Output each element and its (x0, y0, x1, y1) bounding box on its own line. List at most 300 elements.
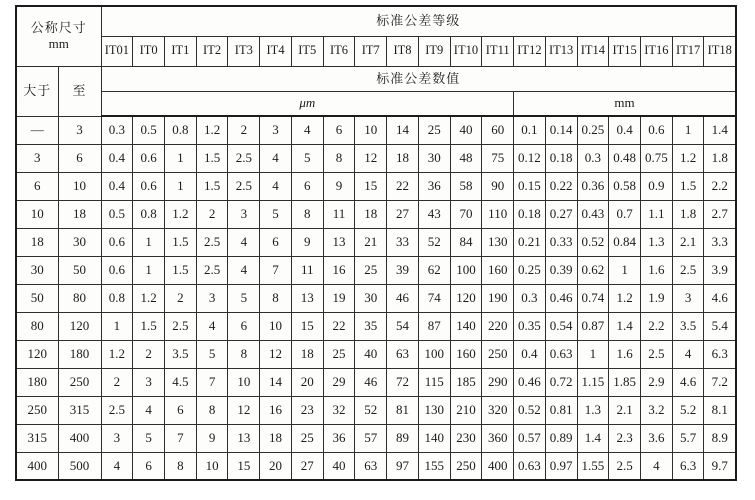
tolerance-value-cell: 46 (355, 368, 387, 396)
tolerance-value-cell: 14 (260, 368, 292, 396)
tolerance-value-cell: 2 (164, 284, 196, 312)
over-cell: 6 (16, 172, 58, 200)
tolerance-value-cell: 3 (260, 116, 292, 144)
grade-column-header-it12: IT12 (514, 36, 546, 66)
grade-column-header-it15: IT15 (609, 36, 641, 66)
upto-cell: 180 (58, 340, 101, 368)
tolerance-value-cell: 4 (672, 340, 704, 368)
upto-cell: 400 (58, 424, 101, 452)
tolerance-value-cell: 1 (133, 228, 165, 256)
tolerance-value-cell: 0.63 (514, 452, 546, 480)
tolerance-value-cell: 62 (418, 256, 450, 284)
tolerance-value-cell: 5 (133, 424, 165, 452)
tolerance-value-cell: 2.5 (196, 256, 228, 284)
tolerance-value-cell: 4 (228, 228, 260, 256)
tolerance-value-cell: 2.7 (704, 200, 736, 228)
tolerance-value-cell: 12 (260, 340, 292, 368)
tolerance-value-cell: 3.5 (164, 340, 196, 368)
table-body (16, 116, 736, 480)
grade-column-header-it01: IT01 (101, 36, 133, 66)
tolerance-value-cell: 7 (164, 424, 196, 452)
tolerance-value-cell: 130 (418, 396, 450, 424)
table-row (16, 452, 736, 480)
tolerance-value-cell: 250 (450, 452, 482, 480)
tolerance-value-cell: 2.1 (672, 228, 704, 256)
tolerance-value-cell: 160 (482, 256, 514, 284)
tolerance-value-cell: 1.6 (609, 340, 641, 368)
table-row (16, 284, 736, 312)
tolerance-value-cell: 1.8 (704, 144, 736, 172)
header-row-titles (16, 6, 736, 36)
tolerance-value-cell: 0.5 (101, 200, 133, 228)
tolerance-value-cell: 36 (323, 424, 355, 452)
upto-cell: 50 (58, 256, 101, 284)
tolerance-value-cell: 18 (260, 424, 292, 452)
table-row (16, 144, 736, 172)
tolerance-value-cell: 100 (418, 340, 450, 368)
tolerance-value-cell: 32 (323, 396, 355, 424)
grade-column-header-it3: IT3 (228, 36, 260, 66)
table-row (16, 312, 736, 340)
tolerance-value-cell: 2.5 (609, 452, 641, 480)
tolerance-value-cell: 16 (260, 396, 292, 424)
over-cell: 80 (16, 312, 58, 340)
tolerance-value-cell: 20 (291, 368, 323, 396)
tolerance-value-cell: 12 (355, 144, 387, 172)
tolerance-value-cell: 75 (482, 144, 514, 172)
tolerance-value-cell: 0.35 (514, 312, 546, 340)
tolerance-value-cell: 0.8 (164, 116, 196, 144)
grade-column-header-it13: IT13 (545, 36, 577, 66)
tolerance-value-cell: 4 (641, 452, 673, 480)
tolerance-value-cell: 9 (323, 172, 355, 200)
grade-column-header-it11: IT11 (482, 36, 514, 66)
tolerance-value-cell: 120 (450, 284, 482, 312)
tolerance-value-cell: 1 (672, 116, 704, 144)
nominal-size-unit: mm (48, 36, 69, 52)
tolerance-value-cell: 1.3 (641, 228, 673, 256)
over-cell: 10 (16, 200, 58, 228)
over-cell: 400 (16, 452, 58, 480)
grade-column-header-it17: IT17 (672, 36, 704, 66)
tolerance-value-cell: 0.7 (609, 200, 641, 228)
over-cell: 315 (16, 424, 58, 452)
tolerance-value-cell: 230 (450, 424, 482, 452)
over-cell: 18 (16, 228, 58, 256)
tolerance-value-cell: 1 (609, 256, 641, 284)
tolerance-value-cell: 5.4 (704, 312, 736, 340)
tolerance-value-cell: 1.2 (672, 144, 704, 172)
tolerance-value-cell: 5.2 (672, 396, 704, 424)
tolerance-value-cell: 0.54 (545, 312, 577, 340)
tolerance-value-cell: 0.25 (577, 116, 609, 144)
tolerance-value-cell: 9.7 (704, 452, 736, 480)
tolerance-value-cell: 0.72 (545, 368, 577, 396)
tolerance-value-cell: 0.14 (545, 116, 577, 144)
tolerance-value-cell: 39 (387, 256, 419, 284)
tolerance-value-cell: 57 (355, 424, 387, 452)
tolerance-value-cell: 1.2 (133, 284, 165, 312)
tolerance-value-cell: 0.87 (577, 312, 609, 340)
tolerance-value-cell: 0.75 (641, 144, 673, 172)
tolerance-value-cell: 9 (196, 424, 228, 452)
tolerance-value-cell: 0.21 (514, 228, 546, 256)
tolerance-value-cell: 1.5 (164, 228, 196, 256)
tolerance-value-cell: 27 (291, 452, 323, 480)
tolerance-value-cell: 63 (387, 340, 419, 368)
tolerance-value-cell: 6 (260, 228, 292, 256)
over-cell: 50 (16, 284, 58, 312)
tolerance-value-cell: 140 (418, 424, 450, 452)
grade-column-header-it16: IT16 (641, 36, 673, 66)
upto-cell: 3 (58, 116, 101, 144)
tolerance-value-cell: 8.1 (704, 396, 736, 424)
tolerance-value-cell: 0.4 (101, 144, 133, 172)
tolerance-value-cell: 6 (291, 172, 323, 200)
tolerance-value-cell: 0.22 (545, 172, 577, 200)
tolerance-value-cell: 21 (355, 228, 387, 256)
tolerance-value-cell: 5 (196, 340, 228, 368)
over-cell: 30 (16, 256, 58, 284)
tolerance-value-cell: 5 (228, 284, 260, 312)
tolerance-value-cell: 1.5 (672, 172, 704, 200)
tolerance-value-cell: 2.1 (609, 396, 641, 424)
tolerance-value-cell: 6 (164, 396, 196, 424)
tolerance-value-cell: 1 (164, 144, 196, 172)
tolerance-value-cell: 40 (323, 452, 355, 480)
tolerance-value-cell: 6.3 (672, 452, 704, 480)
tolerance-value-cell: 0.81 (545, 396, 577, 424)
tolerance-value-cell: 30 (418, 144, 450, 172)
tolerance-value-cell: 14 (387, 116, 419, 144)
tolerance-value-cell: 0.46 (545, 284, 577, 312)
tolerance-value-cell: 48 (450, 144, 482, 172)
tolerance-value-cell: 10 (196, 452, 228, 480)
upto-cell: 10 (58, 172, 101, 200)
tolerance-value-cell: 30 (355, 284, 387, 312)
tolerance-value-cell: 4.6 (672, 368, 704, 396)
tolerance-value-cell: 0.15 (514, 172, 546, 200)
tolerance-value-cell: 0.6 (641, 116, 673, 144)
tolerance-value-cell: 190 (482, 284, 514, 312)
tolerance-value-cell: 5 (260, 200, 292, 228)
tolerance-value-cell: 110 (482, 200, 514, 228)
tolerance-value-cell: 155 (418, 452, 450, 480)
over-cell: — (16, 116, 58, 144)
tolerance-value-cell: 0.89 (545, 424, 577, 452)
tolerance-value-cell: 0.3 (577, 144, 609, 172)
tolerance-value-cell: 1.4 (577, 424, 609, 452)
tolerance-value-cell: 1 (164, 172, 196, 200)
tolerance-value-cell: 2.5 (672, 256, 704, 284)
unit-header-row (16, 91, 736, 116)
tolerance-value-cell: 25 (323, 340, 355, 368)
tolerance-value-cell: 1.55 (577, 452, 609, 480)
tolerance-value-cell: 19 (323, 284, 355, 312)
tolerance-value-cell: 4 (291, 116, 323, 144)
grade-column-header-it6: IT6 (323, 36, 355, 66)
tolerance-value-cell: 320 (482, 396, 514, 424)
tolerance-value-cell: 4 (133, 396, 165, 424)
tolerance-value-cell: 9 (291, 228, 323, 256)
tolerance-value-cell: 12 (228, 396, 260, 424)
tolerance-value-cell: 74 (418, 284, 450, 312)
tolerance-value-cell: 72 (387, 368, 419, 396)
tolerance-value-cell: 40 (355, 340, 387, 368)
tolerance-value-cell: 97 (387, 452, 419, 480)
nominal-size-title: 公称尺寸 (30, 20, 87, 35)
tolerance-value-cell: 4 (228, 256, 260, 284)
tolerance-value-cell: 89 (387, 424, 419, 452)
tolerance-value-cell: 3 (228, 200, 260, 228)
tolerance-value-cell: 18 (355, 200, 387, 228)
tolerance-value-cell: 1.1 (641, 200, 673, 228)
tolerance-value-cell: 250 (482, 340, 514, 368)
tolerance-value-cell: 2.5 (164, 312, 196, 340)
tolerance-value-cell: 1.3 (577, 396, 609, 424)
upto-column-label: 至 (58, 66, 101, 116)
grade-column-header-it18: IT18 (704, 36, 736, 66)
tolerance-value-cell: 90 (482, 172, 514, 200)
tolerance-value-cell: 115 (418, 368, 450, 396)
tolerance-value-cell: 220 (482, 312, 514, 340)
tolerance-value-cell: 0.6 (133, 144, 165, 172)
tolerance-value-cell: 3 (672, 284, 704, 312)
tolerance-value-cell: 0.62 (577, 256, 609, 284)
tolerance-value-cell: 13 (323, 228, 355, 256)
tolerance-value-cell: 3 (196, 284, 228, 312)
tolerance-value-cell: 6 (323, 116, 355, 144)
tolerance-value-cell: 0.8 (133, 200, 165, 228)
tolerance-value-cell: 3.2 (641, 396, 673, 424)
table-row (16, 340, 736, 368)
tolerance-value-cell: 25 (291, 424, 323, 452)
tolerance-value-cell: 1 (577, 340, 609, 368)
tolerance-value-cell: 0.6 (101, 256, 133, 284)
tolerance-value-cell: 2 (196, 200, 228, 228)
tolerance-value-cell: 11 (291, 256, 323, 284)
tolerance-value-cell: 1.85 (609, 368, 641, 396)
tolerance-value-cell: 1.5 (164, 256, 196, 284)
tolerance-value-cell: 33 (387, 228, 419, 256)
tolerance-value-cell: 20 (260, 452, 292, 480)
tolerance-value-cell: 10 (260, 312, 292, 340)
tolerance-value-cell: 16 (323, 256, 355, 284)
tolerance-value-cell: 0.9 (641, 172, 673, 200)
grades-title: 标准公差等级 (101, 6, 736, 36)
tolerance-value-cell: 2 (101, 368, 133, 396)
tolerance-value-cell: 6.3 (704, 340, 736, 368)
tolerance-value-cell: 1.9 (641, 284, 673, 312)
tolerance-value-cell: 1 (101, 312, 133, 340)
tolerance-value-cell: 0.84 (609, 228, 641, 256)
tolerance-value-cell: 1.6 (641, 256, 673, 284)
tolerance-value-cell: 0.58 (609, 172, 641, 200)
tolerance-value-cell: 1 (133, 256, 165, 284)
tolerance-value-cell: 4 (101, 452, 133, 480)
tolerance-value-cell: 0.52 (514, 396, 546, 424)
tolerance-value-cell: 15 (355, 172, 387, 200)
millimeter-unit-label: mm (514, 91, 736, 116)
tolerance-value-cell: 87 (418, 312, 450, 340)
tolerance-value-cell: 2.5 (196, 228, 228, 256)
tolerance-value-cell: 25 (355, 256, 387, 284)
tolerance-value-cell: 70 (450, 200, 482, 228)
tolerance-value-cell: 29 (323, 368, 355, 396)
tolerance-value-cell: 13 (228, 424, 260, 452)
tolerance-value-cell: 8 (291, 200, 323, 228)
tolerance-value-cell: 52 (418, 228, 450, 256)
tolerance-value-cell: 2.2 (641, 312, 673, 340)
tolerance-value-cell: 0.3 (101, 116, 133, 144)
over-cell: 180 (16, 368, 58, 396)
tolerance-value-cell: 5.7 (672, 424, 704, 452)
tolerance-value-cell: 160 (450, 340, 482, 368)
upto-cell: 500 (58, 452, 101, 480)
tolerance-value-cell: 11 (323, 200, 355, 228)
tolerance-value-cell: 0.74 (577, 284, 609, 312)
grade-column-header-it14: IT14 (577, 36, 609, 66)
tolerance-value-cell: 2 (133, 340, 165, 368)
tolerance-value-cell: 0.1 (514, 116, 546, 144)
grade-column-header-it5: IT5 (291, 36, 323, 66)
tolerance-value-cell: 10 (228, 368, 260, 396)
table-row (16, 424, 736, 452)
tolerance-value-cell: 1.15 (577, 368, 609, 396)
tolerance-value-cell: 1.5 (196, 144, 228, 172)
tolerance-value-cell: 1.5 (196, 172, 228, 200)
tolerance-value-cell: 0.4 (609, 116, 641, 144)
tolerance-value-cell: 35 (355, 312, 387, 340)
tolerance-value-cell: 0.12 (514, 144, 546, 172)
tolerance-value-cell: 84 (450, 228, 482, 256)
tolerance-value-cell: 2 (228, 116, 260, 144)
tolerance-value-cell: 22 (387, 172, 419, 200)
upto-cell: 18 (58, 200, 101, 228)
tolerance-value-cell: 8 (196, 396, 228, 424)
upto-cell: 80 (58, 284, 101, 312)
tolerance-value-cell: 0.4 (514, 340, 546, 368)
tolerance-value-cell: 43 (418, 200, 450, 228)
grade-column-header-it9: IT9 (418, 36, 450, 66)
table-row (16, 256, 736, 284)
tolerance-value-cell: 0.48 (609, 144, 641, 172)
tolerance-value-cell: 290 (482, 368, 514, 396)
tolerance-value-cell: 0.27 (545, 200, 577, 228)
tolerance-value-cell: 1.5 (133, 312, 165, 340)
tolerance-value-cell: 5 (291, 144, 323, 172)
tolerance-value-cell: 130 (482, 228, 514, 256)
tolerance-value-cell: 0.25 (514, 256, 546, 284)
tolerance-value-cell: 4.5 (164, 368, 196, 396)
tolerance-value-cell: 2.5 (101, 396, 133, 424)
grade-column-header-it4: IT4 (260, 36, 292, 66)
grade-column-header-it0: IT0 (133, 36, 165, 66)
tolerance-value-cell: 58 (450, 172, 482, 200)
tolerance-value-cell: 10 (355, 116, 387, 144)
tolerance-value-cell: 8 (323, 144, 355, 172)
tolerance-value-cell: 1.2 (101, 340, 133, 368)
tolerance-value-cell: 1.4 (704, 116, 736, 144)
tolerance-value-cell: 0.5 (133, 116, 165, 144)
tolerance-value-cell: 1.4 (609, 312, 641, 340)
tolerance-value-cell: 3.3 (704, 228, 736, 256)
tolerance-value-cell: 3 (133, 368, 165, 396)
over-cell: 3 (16, 144, 58, 172)
tolerance-value-cell: 0.33 (545, 228, 577, 256)
tolerance-value-cell: 1.2 (164, 200, 196, 228)
tolerance-value-cell: 2.5 (641, 340, 673, 368)
table-row (16, 172, 736, 200)
tolerance-value-cell: 210 (450, 396, 482, 424)
tolerance-value-cell: 1.2 (196, 116, 228, 144)
tolerance-value-cell: 63 (355, 452, 387, 480)
tolerance-value-cell: 4 (260, 172, 292, 200)
upto-cell: 250 (58, 368, 101, 396)
tolerance-value-cell: 0.57 (514, 424, 546, 452)
tolerance-value-cell: 2.2 (704, 172, 736, 200)
upto-cell: 6 (58, 144, 101, 172)
grade-header-row (16, 36, 736, 66)
tolerance-value-cell: 25 (418, 116, 450, 144)
table-row (16, 200, 736, 228)
values-title: 标准公差数值 (101, 66, 736, 91)
tolerance-value-cell: 0.63 (545, 340, 577, 368)
tolerance-value-cell: 0.39 (545, 256, 577, 284)
tolerance-grades-table (15, 5, 737, 481)
tolerance-value-cell: 54 (387, 312, 419, 340)
tolerance-value-cell: 18 (387, 144, 419, 172)
tolerance-value-cell: 46 (387, 284, 419, 312)
table-row (16, 396, 736, 424)
tolerance-value-cell: 60 (482, 116, 514, 144)
tolerance-value-cell: 8 (260, 284, 292, 312)
tolerance-value-cell: 40 (450, 116, 482, 144)
tolerance-value-cell: 4.6 (704, 284, 736, 312)
tolerance-value-cell: 8 (228, 340, 260, 368)
micrometer-unit-label: μm (101, 91, 514, 116)
tolerance-value-cell: 1.2 (609, 284, 641, 312)
tolerance-value-cell: 2.5 (228, 172, 260, 200)
tolerance-value-cell: 4 (260, 144, 292, 172)
tolerance-value-cell: 2.9 (641, 368, 673, 396)
tolerance-value-cell: 27 (387, 200, 419, 228)
tolerance-value-cell: 0.3 (514, 284, 546, 312)
tolerance-value-cell: 0.46 (514, 368, 546, 396)
tolerance-value-cell: 2.5 (228, 144, 260, 172)
upto-cell: 315 (58, 396, 101, 424)
tolerance-value-cell: 7 (260, 256, 292, 284)
tolerance-value-cell: 3.5 (672, 312, 704, 340)
tolerance-value-cell: 0.43 (577, 200, 609, 228)
tolerance-value-cell: 140 (450, 312, 482, 340)
header-row-values-title (16, 66, 736, 91)
tolerance-value-cell: 185 (450, 368, 482, 396)
tolerance-value-cell: 3.6 (641, 424, 673, 452)
tolerance-value-cell: 100 (450, 256, 482, 284)
tolerance-value-cell: 7.2 (704, 368, 736, 396)
table-row (16, 228, 736, 256)
tolerance-value-cell: 15 (291, 312, 323, 340)
tolerance-value-cell: 1.8 (672, 200, 704, 228)
tolerance-value-cell: 0.36 (577, 172, 609, 200)
table-row (16, 116, 736, 144)
tolerance-value-cell: 400 (482, 452, 514, 480)
tolerance-value-cell: 2.3 (609, 424, 641, 452)
grade-column-header-it10: IT10 (450, 36, 482, 66)
upto-cell: 30 (58, 228, 101, 256)
tolerance-value-cell: 8 (164, 452, 196, 480)
